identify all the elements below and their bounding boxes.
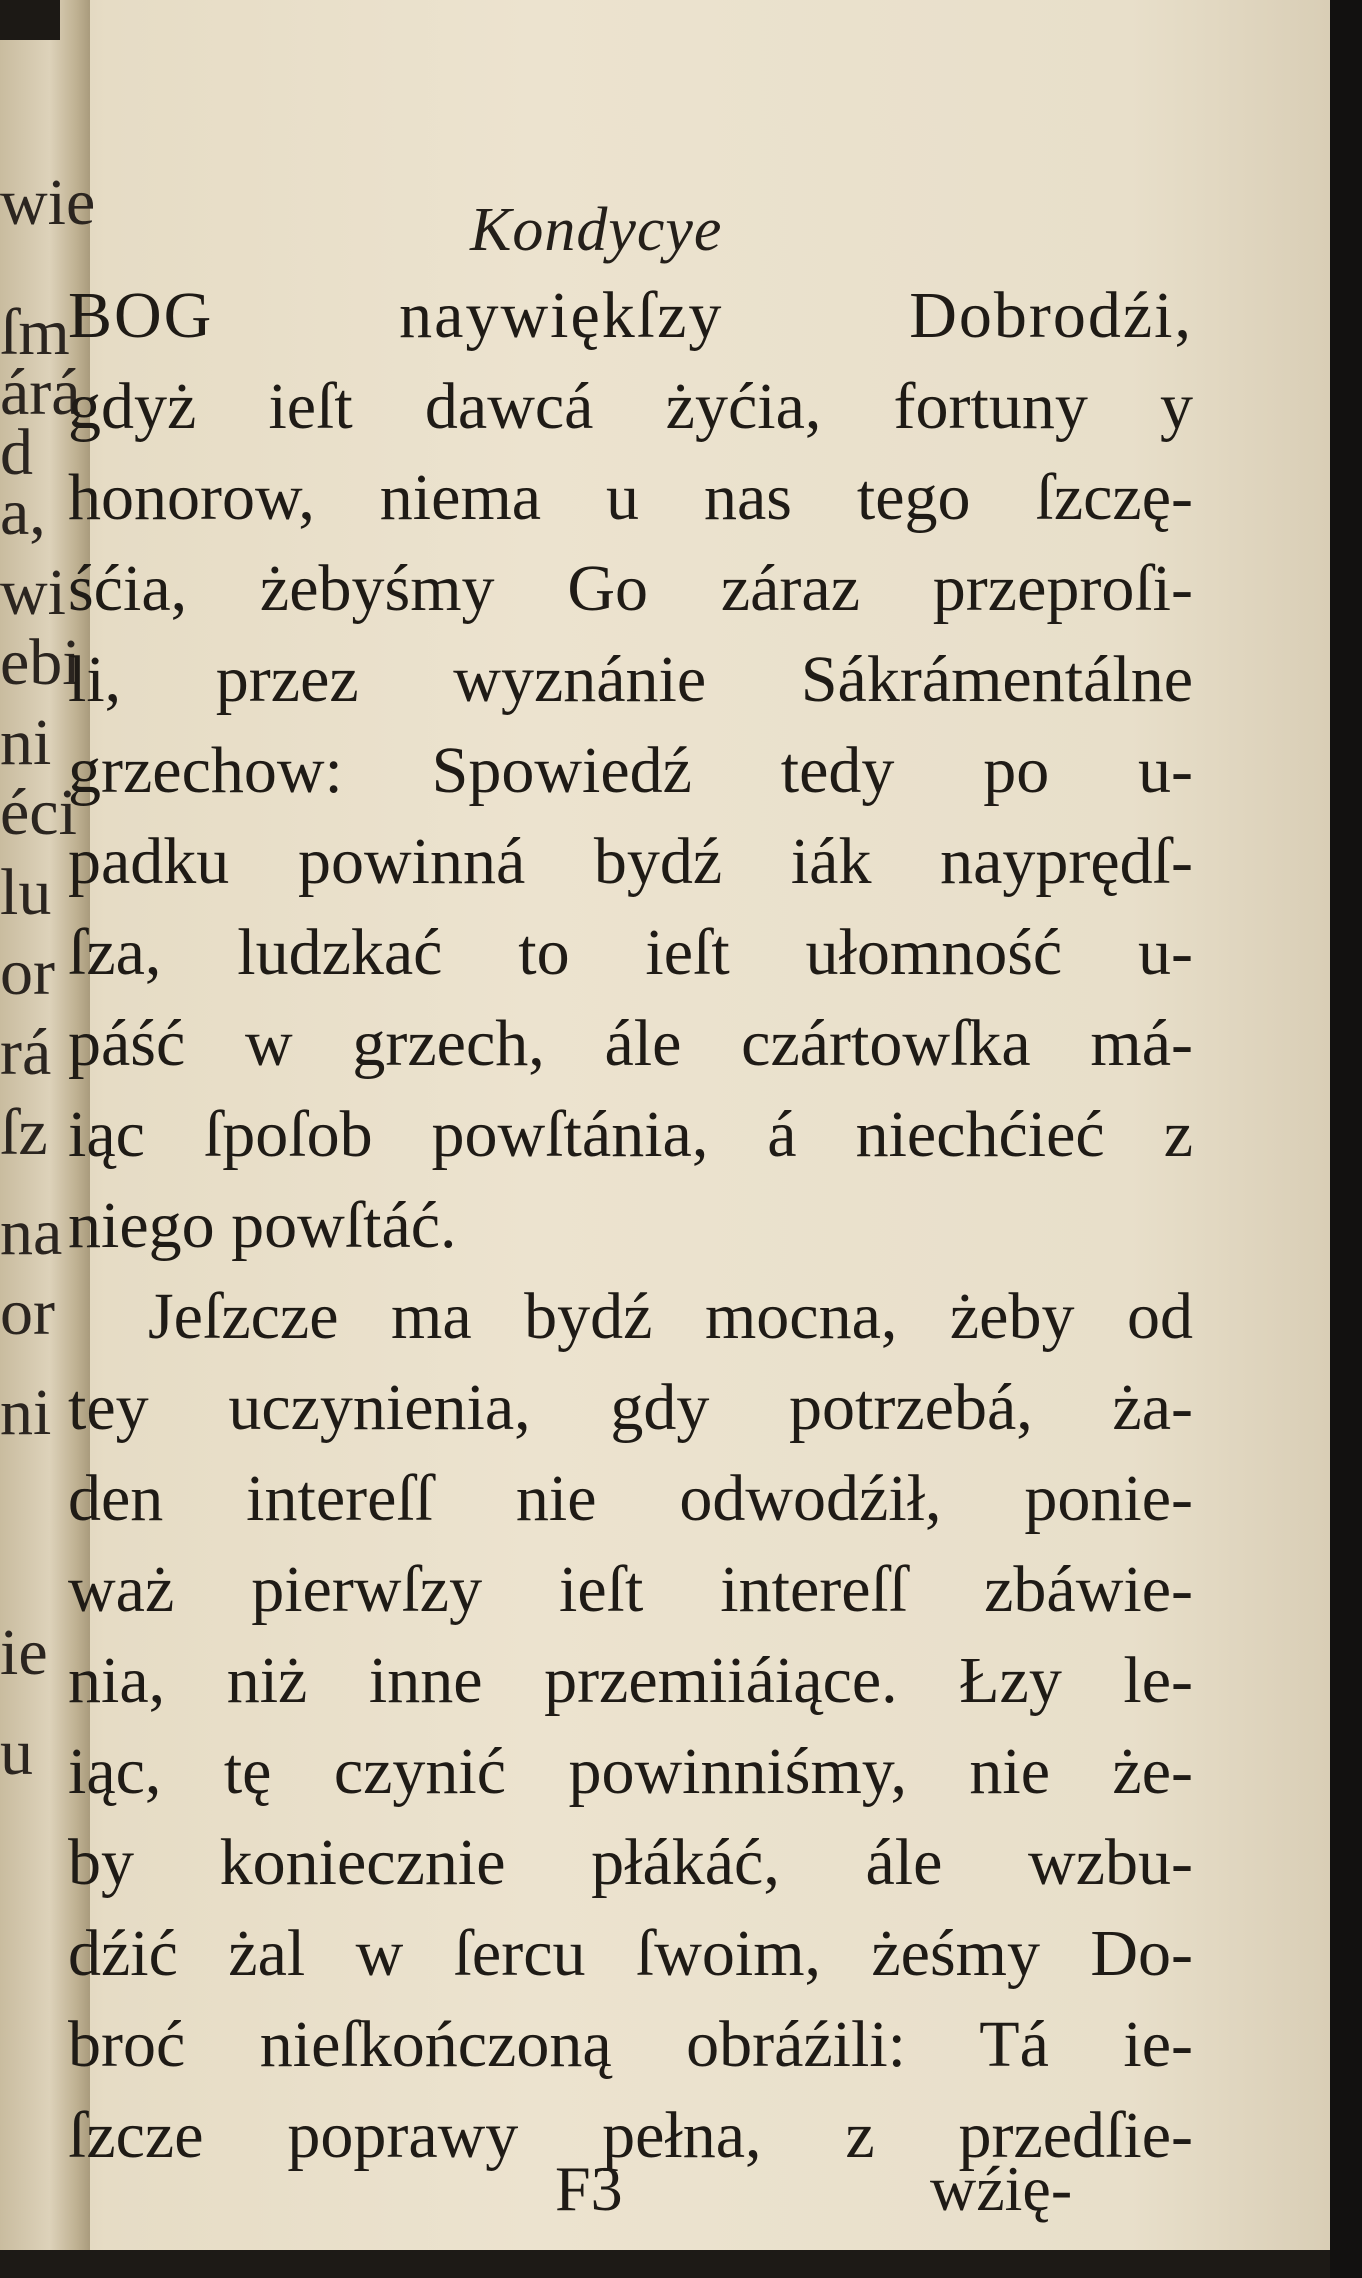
- text-line: niego powſtáć.: [68, 1189, 457, 1262]
- text-line: by koniecznie płákáć, ále wzbu-: [68, 1826, 1193, 1899]
- fragment: or: [0, 936, 55, 1009]
- text-line: Jeſzcze ma bydź mocna, żeby od: [148, 1280, 1193, 1353]
- fragment: ſz: [0, 1096, 48, 1169]
- fragment: d: [0, 416, 33, 489]
- fragment: u: [0, 1716, 33, 1789]
- text-line: grzechow: Spowiedź tedy po u-: [68, 734, 1193, 807]
- fragment: éci: [0, 776, 77, 849]
- text-line: broć nieſkończoną obráźili: Tá ie-: [68, 2008, 1193, 2081]
- text-line: honorow, niema u nas tego ſzczę-: [68, 461, 1193, 534]
- fragment: ni: [0, 706, 52, 779]
- fragment: or: [0, 1276, 55, 1349]
- running-head: Kondycye: [470, 196, 723, 264]
- text-line: dźić żal w ſercu ſwoim, żeśmy Do-: [68, 1917, 1193, 1990]
- fragment: wie: [0, 166, 96, 239]
- fragment: lu: [0, 856, 52, 929]
- text-line: iąc ſpoſob powſtánia, á niechćieć z: [68, 1098, 1193, 1171]
- fragment: ſm: [0, 296, 70, 369]
- text-line: śćia, żebyśmy Go záraz przeproſi-: [68, 552, 1193, 625]
- text-line: tey uczynienia, gdy potrzebá, ża-: [68, 1371, 1193, 1444]
- text-line: gdyż ieſt dawcá żyćia, fortuny y: [68, 370, 1193, 443]
- bottom-edge: [0, 2250, 1330, 2278]
- text-line: páść w grzech, ále czártowſka má-: [68, 1007, 1193, 1080]
- text-line: den intereſſ nie odwodźił, ponie-: [68, 1462, 1193, 1535]
- fragment: na: [0, 1196, 63, 1269]
- signature-mark: F3: [555, 2153, 623, 2224]
- text-line: waż pierwſzy ieſt intereſſ zbáwie-: [68, 1553, 1193, 1626]
- text-line: ſza, ludzkać to ieſt ułomność u-: [68, 916, 1193, 989]
- text-line: li, przez wyznánie Sákrámentálne: [68, 643, 1193, 716]
- right-edge: [1330, 0, 1362, 2278]
- fragment: ebi: [0, 626, 81, 699]
- body-text: [68, 270, 1193, 2181]
- catchword: wźię-: [930, 2153, 1073, 2224]
- fragment: rá: [0, 1016, 52, 1089]
- text-line: padku powinná bydź iák nayprędſ-: [68, 825, 1193, 898]
- fragment: wi: [0, 556, 66, 629]
- top-shadow: [0, 0, 60, 40]
- text-line: BOG naywiękſzy Dobrodźi,: [68, 279, 1193, 352]
- fragment: a,: [0, 476, 46, 549]
- text-line: nia, niż inne przemiiáiące. Łzy le-: [68, 1644, 1193, 1717]
- fragment: ie: [0, 1616, 48, 1689]
- text-line: ſzcze poprawy pełna, z przedſie-: [68, 2099, 1193, 2172]
- text-line: iąc, tę czynić powinniśmy, nie że-: [68, 1735, 1193, 1808]
- fragment: árá: [0, 356, 81, 429]
- fragment: ni: [0, 1376, 52, 1449]
